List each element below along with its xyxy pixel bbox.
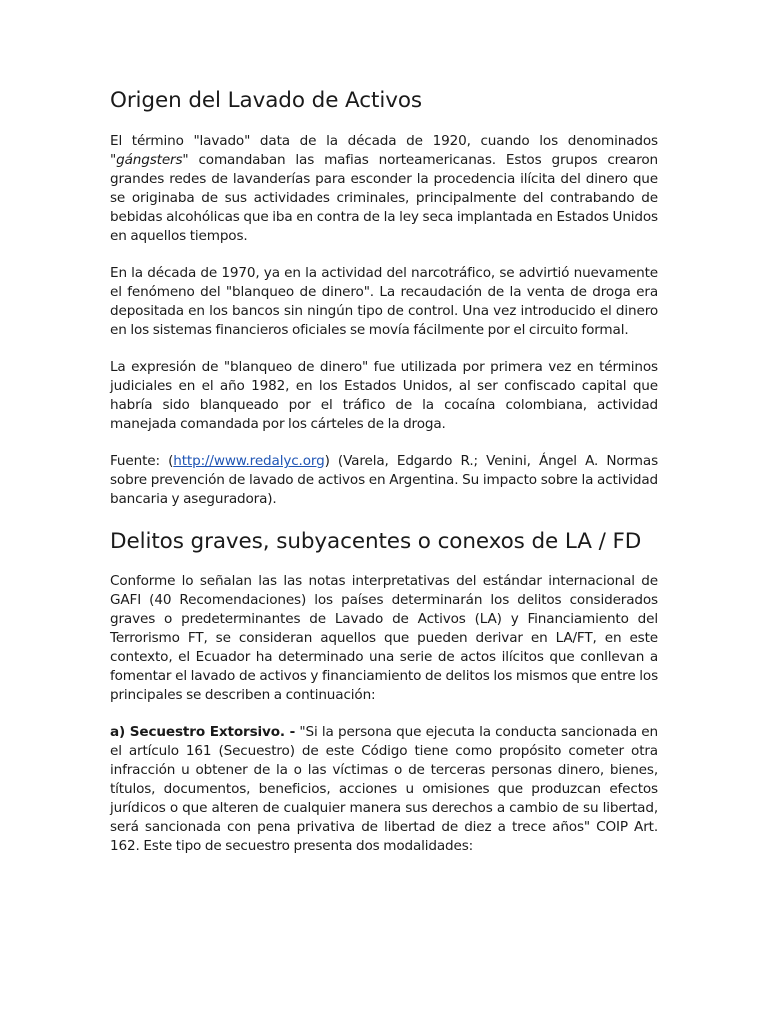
paragraph-text: " comandaban las mafias norteamericanas. Estos grupos crearon grandes redes de lavanderías para esconder la procedencia ilícita del dinero que se originaba de sus actividades criminales, principalmente del contrabando de bebidas alcohólicas que iba en contra de la ley seca implantada en Estados Unidos en aquellos tiempos. — [110, 152, 658, 244]
paragraph-text: El término "lavado" data de la década de 1920, cuando los denominados " — [110, 133, 658, 168]
paragraph-delitos-1: Conforme lo señalan las las notas interpretativas del estándar internacional de GAFI (40 Recomendaciones) los países determinarán los delitos considerados graves o predeterminantes de Lavado de Activos (LA) y Financiamiento del Terrorismo FT, se consideran aquellos que pueden derivar en LA/FT, en este contexto, el Ecuador ha determinado una serie de actos ilícitos que conllevan a fomentar el lavado de activos y financiamiento de delitos los mismos que entre los principales se describen a continuación: — [110, 573, 658, 703]
section-title-origen: Origen del Lavado de Activos — [110, 88, 422, 113]
section-title-delitos: Delitos graves, subyacentes o conexos de LA / FD — [110, 529, 642, 554]
item-a-heading: a) Secuestro Extorsivo. - — [110, 724, 296, 740]
source-label: Fuente: ( — [110, 453, 174, 469]
paragraph-origen-2: En la década de 1970, ya en la actividad del narcotráfico, se advirtió nuevamente el fenómeno del "blanqueo de dinero". La recaudación de la venta de droga era depositada en los bancos sin ningún tipo de control. Una vez introducido el dinero en los sistemas financieros oficiales se movía fácilmente por el circuito formal. — [110, 265, 658, 338]
paragraph-origen-3: La expresión de "blanqueo de dinero" fue utilizada por primera vez en términos judiciales en el año 1982, en los Estados Unidos, al ser confiscado capital que habría sido blanqueado por el tráfico de la cocaína colombiana, actividad manejada comandada por los cárteles de la droga. — [110, 359, 658, 432]
source-link[interactable]: http://www.redalyc.org — [173, 453, 325, 469]
document-content — [110, 86, 658, 874]
source-citation — [110, 452, 658, 509]
paragraph-origen-1 — [110, 132, 658, 246]
paragraph-item-a — [110, 723, 658, 856]
source-reference: ) (Varela, Edgardo R.; Venini, Ángel A. Normas sobre prevención de lavado de activos en Argentina. Su impacto sobre la actividad bancaria y aseguradora). — [110, 453, 659, 507]
item-a-text: "Si la persona que ejecuta la conducta sancionada en el artículo 161 (Secuestro) de este Código tiene como propósito cometer otra infracción u obtener de la o las víctimas o de terceras personas dinero, bienes, títulos, documentos, beneficios, acciones u omisiones que produzcan efectos jurídicos o que alteren de cualquier manera sus derechos a cambio de su libertad, será sancionada con pena privativa de libertad de diez a trece años" COIP Art. 162. Este tipo de secuestro presenta dos modalidades: — [110, 724, 658, 854]
italic-term: gángsters — [116, 152, 183, 168]
